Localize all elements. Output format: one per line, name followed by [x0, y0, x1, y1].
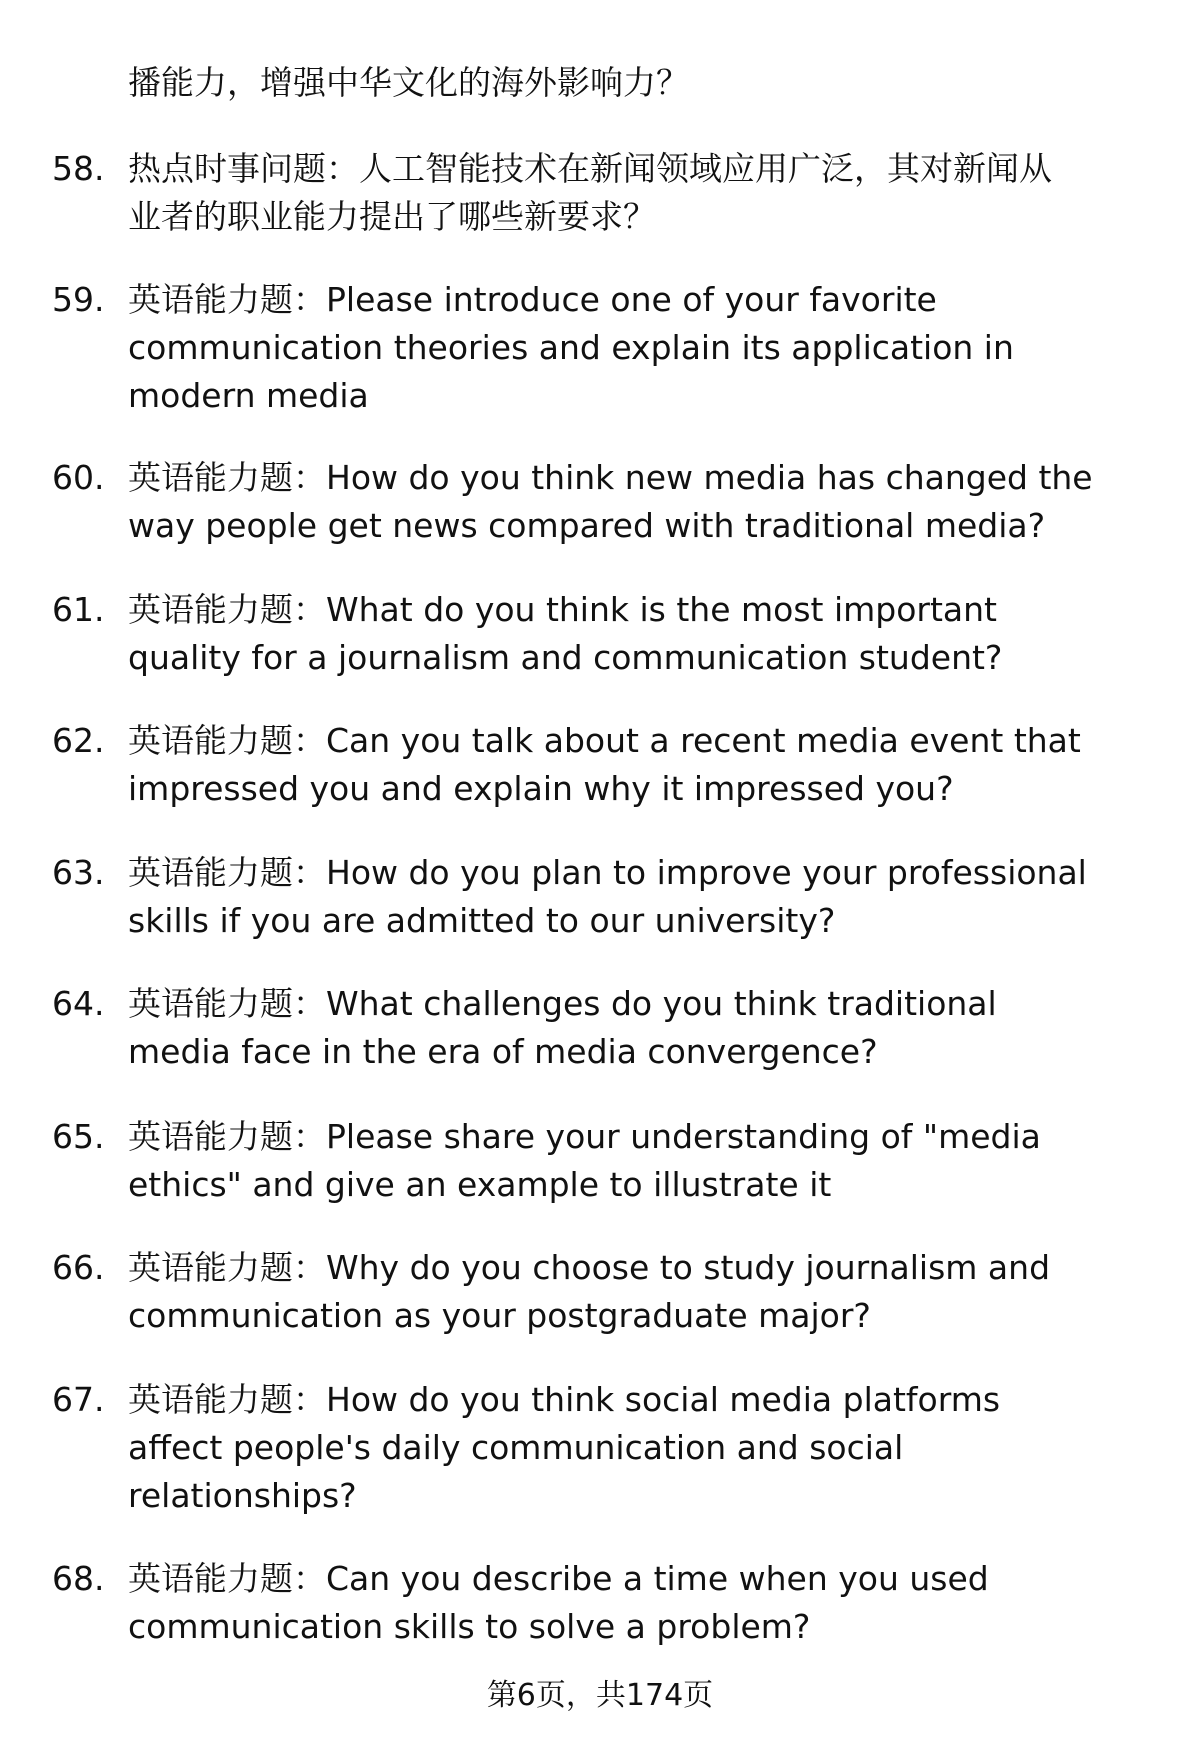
- question-text-line: media face in the era of media convergence?: [128, 1032, 878, 1071]
- question-text-line: 英语能力题：How do you think new media has changed the: [128, 458, 1093, 497]
- page-number: 第6页，共174页: [486, 1678, 714, 1713]
- question-text-line: 英语能力题：How do you plan to improve your professional: [128, 853, 1087, 892]
- question-text-line: communication skills to solve a problem?: [128, 1607, 811, 1646]
- question-text-line: impressed you and explain why it impressed you?: [128, 769, 954, 808]
- question-text-line: relationships?: [128, 1476, 357, 1515]
- question-number: 63.: [52, 853, 105, 892]
- question-number: 65.: [52, 1117, 105, 1156]
- question-number: 58.: [52, 149, 105, 188]
- question-text-line: 英语能力题：Please introduce one of your favorite: [128, 280, 937, 319]
- question-text-line: skills if you are admitted to our university?: [128, 901, 836, 940]
- question-text-line: 英语能力题：What challenges do you think traditional: [128, 984, 997, 1023]
- question-number: 68.: [52, 1559, 105, 1598]
- question-text-line: 英语能力题：What do you think is the most important: [128, 590, 997, 629]
- question-text-line: way people get news compared with traditional media?: [128, 506, 1046, 545]
- question-number: 67.: [52, 1380, 105, 1419]
- question-text-line: 英语能力题：How do you think social media platforms: [128, 1380, 1001, 1419]
- question-number: 64.: [52, 984, 105, 1023]
- question-text-line: 英语能力题：Can you describe a time when you used: [128, 1559, 989, 1598]
- question-number: 61.: [52, 590, 105, 629]
- question-text-line: communication theories and explain its application in: [128, 328, 1014, 367]
- question-text-line: 播能力，增强中华文化的海外影响力？: [128, 63, 689, 102]
- question-number: 66.: [52, 1248, 105, 1287]
- question-text-line: 热点时事问题：人工智能技术在新闻领域应用广泛，其对新闻从: [128, 149, 1052, 188]
- question-text-line: 英语能力题：Can you talk about a recent media event that: [128, 721, 1081, 760]
- question-text-line: communication as your postgraduate major?: [128, 1296, 871, 1335]
- question-text-line: affect people's daily communication and social: [128, 1428, 904, 1467]
- question-number: 62.: [52, 721, 105, 760]
- question-text-line: 业者的职业能力提出了哪些新要求？: [128, 197, 656, 236]
- question-text-line: quality for a journalism and communication student?: [128, 638, 1003, 677]
- question-text-line: 英语能力题：Please share your understanding of "media: [128, 1117, 1041, 1156]
- question-text-line: modern media: [128, 376, 369, 415]
- question-number: 59.: [52, 280, 105, 319]
- question-text-line: ethics" and give an example to illustrate it: [128, 1165, 832, 1204]
- question-number: 60.: [52, 458, 105, 497]
- question-text-line: 英语能力题：Why do you choose to study journalism and: [128, 1248, 1051, 1287]
